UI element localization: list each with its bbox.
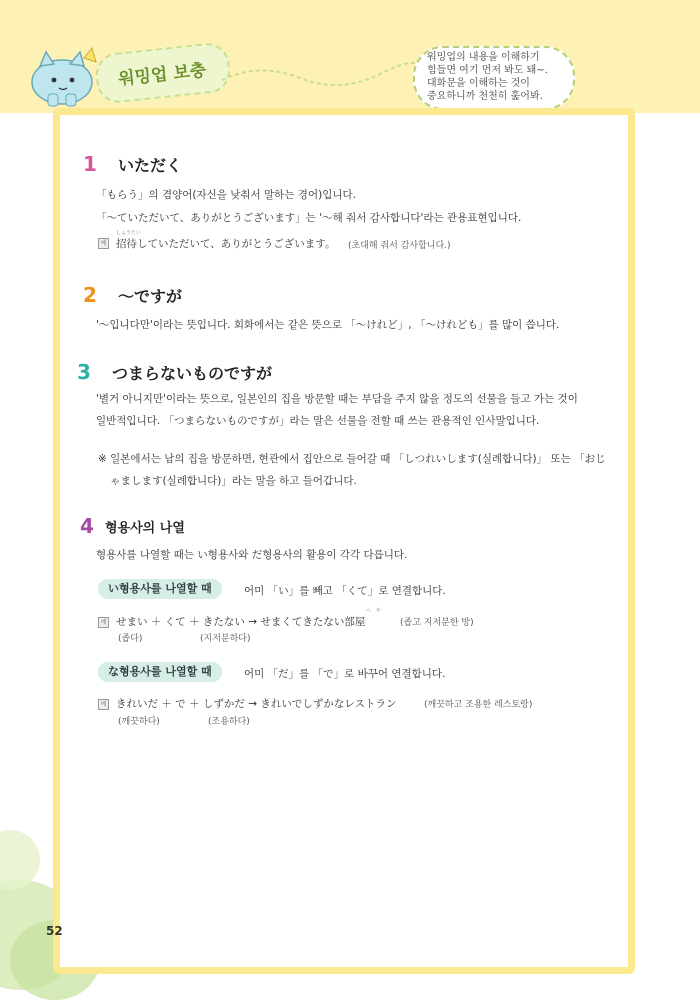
example-translation: (좁고 지저분한 방) bbox=[400, 618, 474, 628]
tip-line: 중요하니까 천천히 훑어봐. bbox=[427, 91, 543, 102]
word-gloss: (좁다) bbox=[118, 634, 143, 644]
tip-bubble bbox=[413, 46, 575, 110]
section-text: 일반적입니다. 「つまらないものですが」라는 말은 선물을 전할 때 쓰는 관용적인 인사말입니다. bbox=[96, 415, 540, 427]
rule-description: 어미 「い」를 빼고 「くて」로 연결합니다. bbox=[244, 585, 446, 597]
example-translation: (깨끗하고 조용한 레스토랑) bbox=[424, 700, 533, 710]
cat-mascot-icon bbox=[22, 44, 102, 108]
example-icon: 예 bbox=[98, 699, 109, 710]
section-number: 4 bbox=[80, 514, 94, 538]
section-text: 형용사를 나열할 때는 い형용사와 だ형용사의 활용이 각각 다릅니다. bbox=[96, 549, 408, 561]
section-note: ※ 일본에서는 남의 집을 방문하면, 현관에서 집안으로 들어갈 때 「しつれいします(실례합니다)」 또는 「おじ bbox=[98, 453, 606, 465]
furigana: しょうたい bbox=[116, 230, 142, 236]
word-gloss: (지저분하다) bbox=[200, 634, 251, 644]
rule-label: い형용사를 나열할 때 bbox=[98, 579, 222, 599]
furigana: へ や bbox=[366, 608, 382, 614]
section-number: 2 bbox=[83, 283, 97, 307]
rule-label: な형용사를 나열할 때 bbox=[98, 662, 222, 682]
section-number: 1 bbox=[83, 152, 97, 176]
example-sentence: きれいだ ＋ で ＋ しずかだ → きれいでしずかなレストラン bbox=[116, 698, 397, 710]
example-sentence: 招待していただいて、ありがとうございます。 bbox=[116, 238, 336, 250]
section-text: 「～ていただいて、ありがとうございます」는 '～해 줘서 감사합니다'라는 관용표현입니다. bbox=[96, 212, 522, 224]
example-icon: 예 bbox=[98, 617, 109, 628]
tip-line: 힘들면 여기 먼저 봐도 돼~. bbox=[427, 65, 548, 76]
rule-description: 어미 「だ」를 「で」로 바꾸어 연결합니다. bbox=[244, 668, 446, 680]
section-note: ゃまします(실례합니다)」라는 말을 하고 들어갑니다. bbox=[110, 475, 357, 487]
page-number: 52 bbox=[46, 924, 63, 938]
tip-line: 대화문을 이해하는 것이 bbox=[427, 78, 530, 89]
section-text: '별거 아니지만'이라는 뜻으로, 일본인의 집을 방문할 때는 부담을 주지 않을 정도의 선물을 들고 가는 것이 bbox=[96, 393, 578, 405]
word-gloss: (깨끗하다) bbox=[118, 717, 160, 727]
section-heading: 형용사의 나열 bbox=[105, 521, 185, 536]
section-text: '～입니다만'이라는 뜻입니다. 회화에서는 같은 뜻으로 「～けれど」, 「～けれども」를 많이 씁니다. bbox=[96, 319, 560, 331]
page-title: 워밍업 보충 bbox=[117, 60, 208, 90]
section-heading: つまらないものですが bbox=[112, 364, 273, 383]
section-number: 3 bbox=[77, 360, 91, 384]
example-sentence: せまい ＋ くて ＋ きたない → せまくてきたない部屋 bbox=[116, 616, 366, 628]
swirl-decoration bbox=[220, 60, 420, 90]
example-icon: 예 bbox=[98, 238, 109, 249]
tip-line: 워밍업의 내용을 이해하기 bbox=[427, 52, 540, 63]
section-text: 「もらう」의 겸양어(자신을 낮춰서 말하는 경어)입니다. bbox=[96, 189, 356, 201]
example-translation: (초대해 줘서 감사합니다.) bbox=[348, 241, 451, 251]
word-gloss: (조용하다) bbox=[208, 717, 250, 727]
section-heading: いただく bbox=[118, 156, 183, 175]
section-heading: ～ですが bbox=[118, 287, 183, 306]
